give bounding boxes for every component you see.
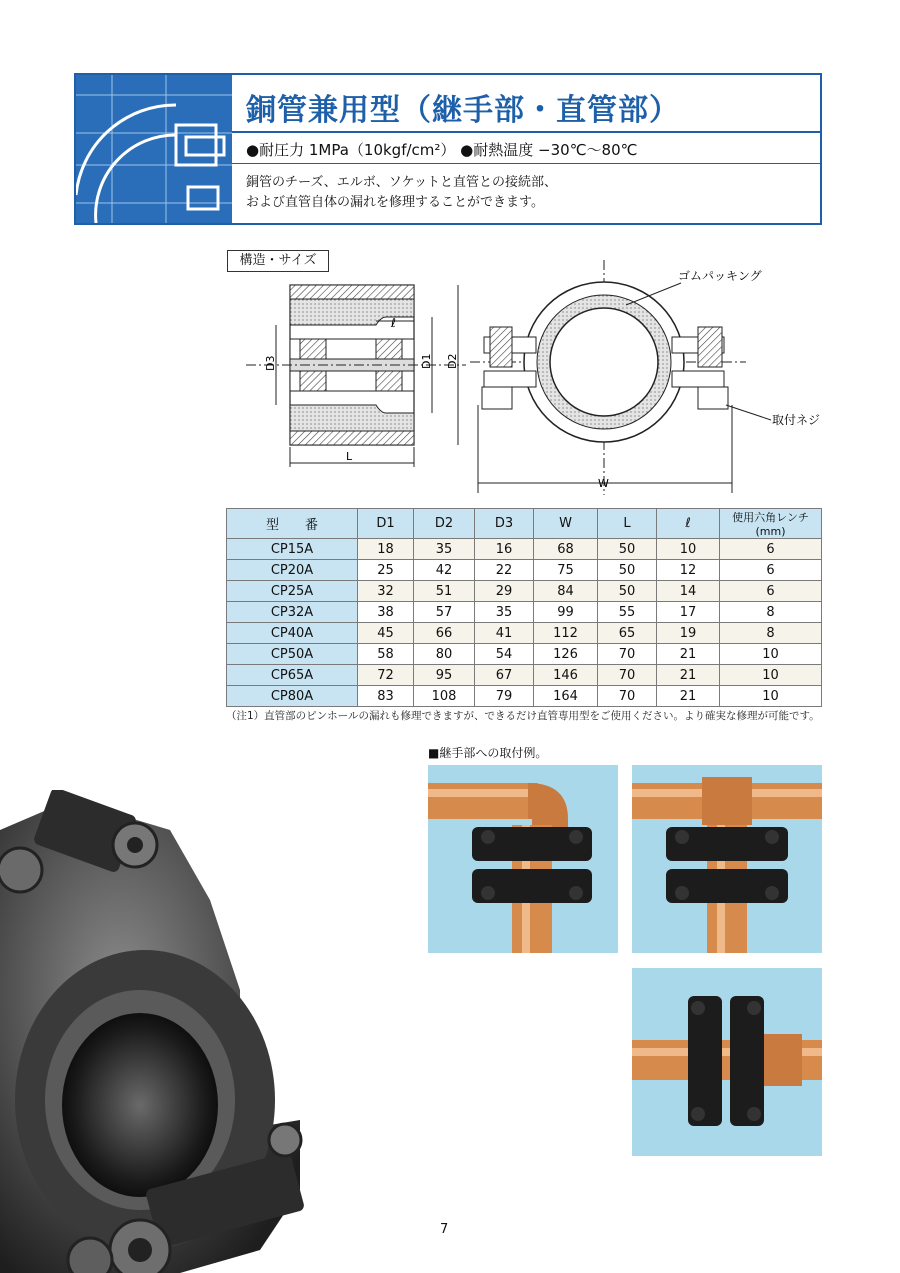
- mounting-screw-label: 取付ネジ: [772, 413, 821, 427]
- table-cell: 38: [358, 602, 414, 623]
- table-cell: 6: [720, 560, 822, 581]
- column-header: 使用六角レンチ(mm): [720, 509, 822, 539]
- table-cell: 55: [598, 602, 657, 623]
- side-view: [246, 285, 466, 467]
- model-cell: CP20A: [227, 560, 358, 581]
- table-row: [227, 539, 822, 560]
- product-description-line: 銅管のチーズ、エルボ、ソケットと直管との接続部、: [246, 175, 557, 190]
- table-header-row: [227, 509, 822, 539]
- d1-label: D1: [420, 353, 433, 369]
- table-row: [227, 665, 822, 686]
- model-cell: CP50A: [227, 644, 358, 665]
- table-cell: 42: [414, 560, 475, 581]
- w-label: W: [598, 477, 609, 490]
- size-spec-table: [226, 508, 822, 707]
- table-cell: 19: [657, 623, 720, 644]
- column-header: ℓ: [657, 509, 720, 539]
- table-cell: 18: [358, 539, 414, 560]
- table-cell: 6: [720, 539, 822, 560]
- d2-label: D2: [446, 353, 459, 369]
- table-cell: 95: [414, 665, 475, 686]
- table-cell: 50: [598, 560, 657, 581]
- table-cell: 29: [475, 581, 534, 602]
- table-cell: 68: [534, 539, 598, 560]
- header-divider: [232, 131, 820, 133]
- table-cell: 146: [534, 665, 598, 686]
- front-view: [470, 260, 820, 495]
- table-cell: 14: [657, 581, 720, 602]
- product-title: 銅管兼用型（継手部・直管部）: [246, 93, 680, 128]
- table-cell: 84: [534, 581, 598, 602]
- column-header: D1: [358, 509, 414, 539]
- table-row: [227, 602, 822, 623]
- table-row: [227, 623, 822, 644]
- installation-example-caption: ■継手部への取付例。: [428, 746, 548, 760]
- product-header: [74, 73, 822, 225]
- l-small-label: ℓ: [391, 316, 396, 330]
- technical-drawing: [226, 255, 822, 500]
- table-cell: 66: [414, 623, 475, 644]
- d3-label: D3: [264, 355, 277, 371]
- table-cell: 10: [657, 539, 720, 560]
- table-cell: 164: [534, 686, 598, 707]
- table-cell: 67: [475, 665, 534, 686]
- table-cell: 10: [720, 686, 822, 707]
- table-cell: 72: [358, 665, 414, 686]
- column-header: L: [598, 509, 657, 539]
- model-cell: CP40A: [227, 623, 358, 644]
- column-header: D3: [475, 509, 534, 539]
- table-footnote: （注1）直管部のピンホールの漏れも修理できますが、できるだけ直管専用型をご使用ください。より確実な修理が可能です。: [226, 710, 820, 722]
- table-row: [227, 686, 822, 707]
- photo-elbow-installation: [428, 765, 618, 953]
- table-cell: 22: [475, 560, 534, 581]
- table-cell: 108: [414, 686, 475, 707]
- model-cell: CP32A: [227, 602, 358, 623]
- photo-tee-installation: [632, 765, 822, 953]
- table-cell: 126: [534, 644, 598, 665]
- table-cell: 51: [414, 581, 475, 602]
- clamp-logo-graphic: [76, 75, 232, 223]
- header-content: [232, 75, 820, 223]
- table-cell: 79: [475, 686, 534, 707]
- table-cell: 35: [414, 539, 475, 560]
- table-row: [227, 644, 822, 665]
- table-cell: 41: [475, 623, 534, 644]
- table-cell: 54: [475, 644, 534, 665]
- table-cell: 99: [534, 602, 598, 623]
- table-cell: 50: [598, 539, 657, 560]
- table-cell: 25: [358, 560, 414, 581]
- table-cell: 58: [358, 644, 414, 665]
- table-cell: 65: [598, 623, 657, 644]
- table-cell: 70: [598, 644, 657, 665]
- model-cell: CP25A: [227, 581, 358, 602]
- product-spec: ●耐圧力 1MPa（10kgf/cm²） ●耐熱温度 −30℃〜80℃: [246, 141, 638, 159]
- table-cell: 6: [720, 581, 822, 602]
- table-cell: 70: [598, 686, 657, 707]
- l-length-label: L: [346, 450, 353, 463]
- table-cell: 80: [414, 644, 475, 665]
- column-header: 型 番: [227, 509, 358, 539]
- structure-size-label: 構造・サイズ: [227, 250, 329, 272]
- table-cell: 21: [657, 686, 720, 707]
- table-cell: 10: [720, 665, 822, 686]
- table-cell: 112: [534, 623, 598, 644]
- table-cell: 50: [598, 581, 657, 602]
- table-cell: 75: [534, 560, 598, 581]
- clamp-outline-icon: [76, 75, 232, 223]
- table-cell: 70: [598, 665, 657, 686]
- product-description-line: および直管自体の漏れを修理することができます。: [246, 195, 544, 210]
- photo-socket-installation: [632, 968, 822, 1156]
- table-cell: 32: [358, 581, 414, 602]
- table-cell: 10: [720, 644, 822, 665]
- header-divider: [232, 163, 820, 164]
- table-cell: 35: [475, 602, 534, 623]
- table-cell: 8: [720, 602, 822, 623]
- page-number: 7: [440, 1222, 449, 1237]
- model-cell: CP65A: [227, 665, 358, 686]
- table-row: [227, 581, 822, 602]
- table-cell: 16: [475, 539, 534, 560]
- table-row: [227, 560, 822, 581]
- table-cell: 8: [720, 623, 822, 644]
- table-cell: 21: [657, 644, 720, 665]
- product-photo-clamp: [0, 790, 330, 1273]
- table-cell: 57: [414, 602, 475, 623]
- column-header: W: [534, 509, 598, 539]
- model-cell: CP15A: [227, 539, 358, 560]
- table-cell: 21: [657, 665, 720, 686]
- table-cell: 83: [358, 686, 414, 707]
- table-cell: 17: [657, 602, 720, 623]
- model-cell: CP80A: [227, 686, 358, 707]
- rubber-packing-label: ゴムパッキング: [678, 269, 762, 283]
- table-cell: 45: [358, 623, 414, 644]
- column-header: D2: [414, 509, 475, 539]
- table-cell: 12: [657, 560, 720, 581]
